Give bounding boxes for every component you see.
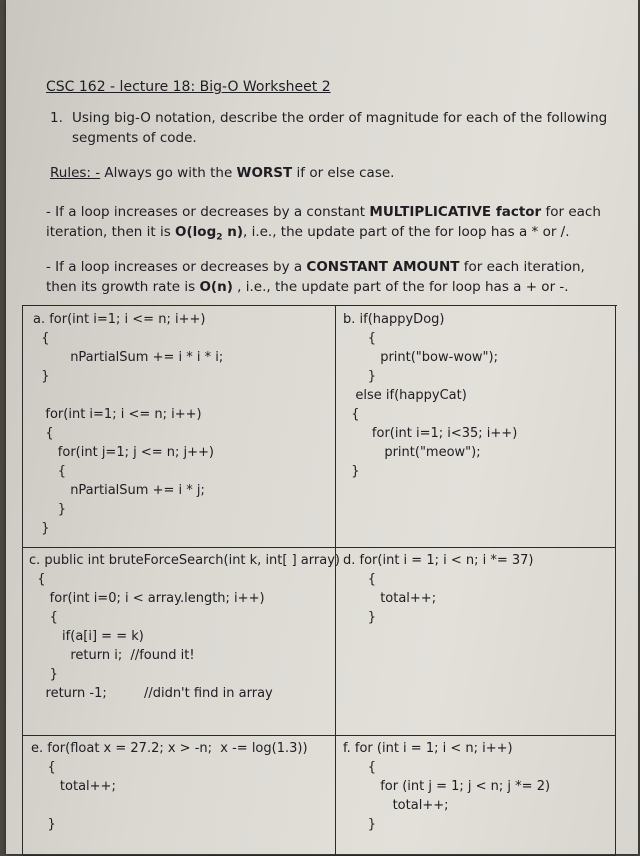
rule1-emph: MULTIPLICATIVE factor: [369, 204, 542, 220]
code-line: }: [343, 369, 377, 384]
code-table: [22, 305, 617, 855]
code-line: for(int i=0; i < array.length; i++): [29, 591, 265, 606]
code-line: {: [343, 572, 377, 587]
rule1-part-c: for each iteration, then it is: [46, 204, 601, 240]
rule2-part-e: , i.e., the update part of the for loop has a + or -.: [232, 279, 569, 295]
question-1: [50, 108, 610, 148]
rules-label: Rules: -: [50, 165, 101, 181]
code-line: for(int j=1; j <= n; j++): [33, 445, 214, 460]
code-line: if(a[i] = = k): [29, 629, 144, 644]
code-line: {: [343, 760, 377, 775]
code-line: for(int i=1; i<35; i++): [343, 426, 518, 441]
code-line: [33, 386, 223, 405]
code-line: total++;: [343, 798, 449, 813]
code-line: }: [343, 817, 377, 832]
code-line: {: [33, 464, 67, 479]
code-line: f. for (int i = 1; i < n; i++): [343, 741, 513, 756]
code-line: nPartialSum += i * i * i;: [33, 350, 224, 365]
code-line: total++;: [343, 591, 437, 606]
rule2-emph: CONSTANT AMOUNT: [306, 259, 460, 275]
code-line: {: [33, 331, 50, 346]
code-line: e. for(float x = 27.2; x > -n; x -= log(1.3)): [31, 741, 308, 756]
code-line: for (int j = 1; j < n; j *= 2): [343, 779, 551, 794]
code-line: d. for(int i = 1; i < n; i *= 37): [343, 553, 534, 568]
rule2-part-c: for each iteration, then its growth rate is: [46, 259, 585, 295]
code-line: {: [33, 426, 54, 441]
code-line: for(int i=1; i <= n; i++): [33, 407, 202, 422]
question-text: Using big-O notation, describe the order of magnitude for each of the following segments of code.: [72, 110, 608, 146]
rule-constant: [46, 257, 606, 297]
code-line: }: [33, 369, 50, 384]
code-line: }: [33, 521, 50, 536]
code-line: print("bow-wow");: [343, 350, 498, 365]
code-line: a. for(int i=1; i <= n; i++): [33, 312, 206, 327]
rules-text-after: if or else case.: [292, 165, 395, 181]
rule1-part-f: , i.e., the update part of the for loop has a * or /.: [243, 224, 570, 240]
code-line: [31, 796, 308, 815]
code-line: }: [343, 610, 377, 625]
cell-f: [335, 735, 616, 856]
code-line: {: [343, 407, 360, 422]
code-d: [343, 551, 534, 627]
rule1-part-a: - If a loop increases or decreases by a constant: [46, 204, 370, 220]
code-line: nPartialSum += i * j;: [33, 483, 205, 498]
rule-multiplicative: [46, 202, 606, 248]
code-line: print("meow");: [343, 445, 481, 460]
code-c: [29, 551, 340, 703]
worksheet-title: CSC 162 - lecture 18: Big-O Worksheet 2: [46, 79, 331, 95]
code-line: {: [31, 760, 56, 775]
code-line: }: [29, 667, 58, 682]
rule1-subscript: 2: [216, 232, 223, 243]
code-line: c. public int bruteForceSearch(int k, int[ ] array): [29, 553, 340, 568]
cell-b: [335, 306, 616, 548]
code-line: }: [33, 502, 67, 517]
code-e: [31, 739, 308, 834]
code-line: return i; //found it!: [29, 648, 195, 663]
cell-a: [23, 306, 336, 548]
code-line: else if(happyCat): [343, 388, 467, 403]
rule2-part-a: - If a loop increases or decreases by a: [46, 259, 307, 275]
code-line: {: [29, 610, 58, 625]
code-line: {: [29, 572, 46, 587]
cell-e: [23, 735, 336, 856]
code-line: }: [31, 817, 56, 832]
code-line: {: [343, 331, 377, 346]
rule1-big-o: O(log: [175, 224, 217, 240]
code-a: [33, 310, 223, 538]
rule1-big-o-end: n): [222, 224, 243, 240]
code-line: return -1; //didn't find in array: [29, 686, 273, 701]
rules-line: [50, 165, 394, 181]
code-line: }: [343, 464, 360, 479]
rules-emph: WORST: [236, 165, 293, 181]
code-line: total++;: [31, 779, 116, 794]
code-line: b. if(happyDog): [343, 312, 445, 327]
code-b: [343, 310, 517, 481]
question-number: 1.: [50, 110, 63, 126]
cell-c: [23, 547, 340, 736]
rules-text-before: Always go with the: [100, 165, 237, 181]
code-f: [343, 739, 550, 834]
cell-d: [335, 547, 616, 736]
rule2-big-o: O(n): [199, 279, 233, 295]
